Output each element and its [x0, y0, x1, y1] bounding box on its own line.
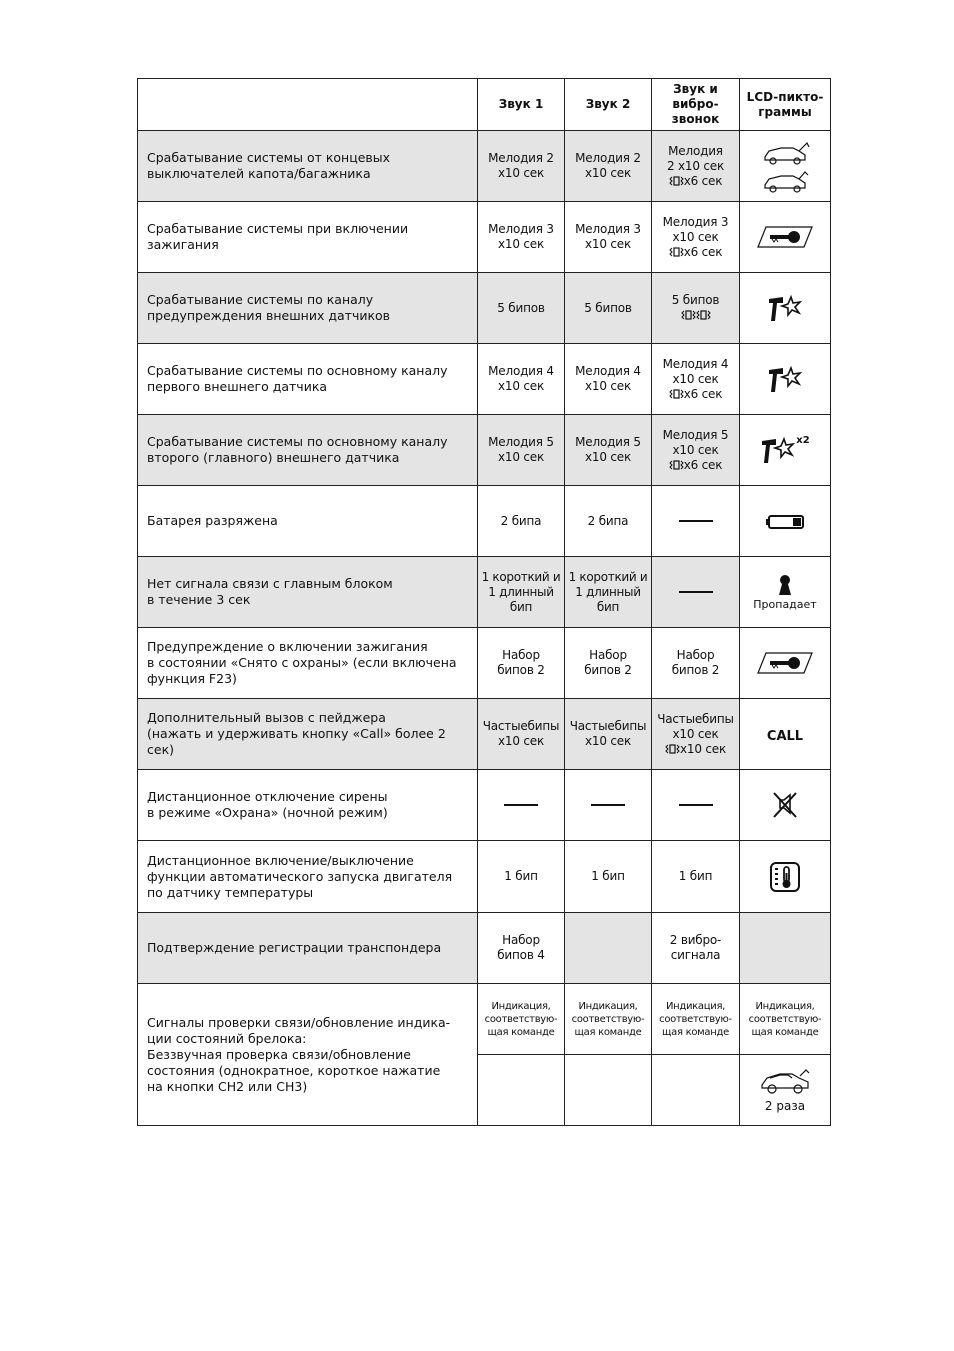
vibro-cell	[652, 486, 740, 557]
battery-low-icon	[765, 514, 805, 530]
vibro-text: Мелодия 5 x10 сек	[662, 427, 729, 457]
sound2-cell: Набор бипов 2	[565, 628, 652, 699]
lcd-cell	[740, 415, 831, 486]
table-header-row	[138, 79, 831, 131]
lcd-badge: x2	[796, 434, 810, 446]
event-cell: Нет сигнала связи с главным блоком в течение 3 сек	[138, 557, 478, 628]
vibro-cell: Индикация, соответствую- щая команде	[652, 984, 740, 1055]
table-row	[138, 699, 831, 770]
sound1-cell: Частыебипы x10 сек	[478, 699, 565, 770]
event-cell: Срабатывание системы при включении зажигания	[138, 202, 478, 273]
lcd-cell: Индикация, соответствую- щая команде	[740, 984, 831, 1055]
table-row	[138, 628, 831, 699]
sound1-cell: Мелодия 3 x10 сек	[478, 202, 565, 273]
table-row	[138, 841, 831, 913]
lcd-cell	[740, 344, 831, 415]
vibro-cell	[652, 344, 740, 415]
header-lcd: LCD-пикто- граммы	[740, 79, 831, 131]
vibration-icon	[681, 309, 696, 321]
sound1-cell: 2 бипа	[478, 486, 565, 557]
lcd-cell	[740, 913, 831, 984]
dash-mark	[679, 591, 713, 593]
lcd-cell	[740, 557, 831, 628]
sound1-cell: Набор бипов 2	[478, 628, 565, 699]
event-cell: Предупреждение о включении зажигания в состоянии «Снято с охраны» (если включена функция F23)	[138, 628, 478, 699]
lcd-cell	[740, 131, 831, 202]
event-cell: Сигналы проверки связи/обновление индика- ции состояний брелока: Беззвучная проверка связи/обновление состояния (однократное, короткое нажатие на кнопки CH2 или CH3)	[138, 984, 478, 1126]
table-row	[138, 557, 831, 628]
vibro-cell	[652, 770, 740, 841]
sound1-cell: 1 бип	[478, 841, 565, 913]
sound2-cell	[565, 913, 652, 984]
event-cell: Дистанционное отключение сирены в режиме «Охрана» (ночной режим)	[138, 770, 478, 841]
sound2-cell	[565, 1055, 652, 1126]
vibro-text: Мелодия 4 x10 сек	[662, 356, 729, 386]
ignition-key-icon	[756, 649, 814, 677]
table-row	[138, 344, 831, 415]
sound2-cell: Мелодия 3 x10 сек	[565, 202, 652, 273]
vibro-cell: 2 вибро- сигнала	[652, 913, 740, 984]
hammer-shock-x2-icon	[760, 435, 796, 465]
event-cell: Срабатывание системы по каналу предупреждения внешних датчиков	[138, 273, 478, 344]
sound1-cell: Мелодия 4 x10 сек	[478, 344, 565, 415]
vibration-icon	[669, 459, 684, 471]
lcd-cell	[740, 486, 831, 557]
lcd-cell	[740, 699, 831, 770]
dash-mark	[679, 804, 713, 806]
lcd-cell	[740, 628, 831, 699]
dash-mark	[679, 520, 713, 522]
table-row	[138, 131, 831, 202]
sound1-cell	[478, 770, 565, 841]
header-event	[138, 79, 478, 131]
vibro-text: Частыебипы x10 сек	[657, 711, 734, 741]
sound2-cell	[565, 770, 652, 841]
car-hood-trunk-icon	[759, 137, 811, 195]
table-row	[138, 984, 831, 1055]
header-sound1: Звук 1	[478, 79, 565, 131]
vibro-duration: x6 сек	[683, 244, 723, 259]
event-cell: Подтверждение регистрации транспондера	[138, 913, 478, 984]
car-icon	[758, 1067, 812, 1097]
dash-mark	[504, 804, 538, 806]
lcd-cell	[740, 273, 831, 344]
sound1-cell: Мелодия 2 x10 сек	[478, 131, 565, 202]
lcd-cell	[740, 202, 831, 273]
table-row	[138, 273, 831, 344]
sound2-cell: Мелодия 4 x10 сек	[565, 344, 652, 415]
vibro-duration: x6 сек	[683, 457, 723, 472]
table-row	[138, 770, 831, 841]
vibro-cell	[652, 557, 740, 628]
vibro-cell	[652, 699, 740, 770]
event-cell: Срабатывание системы по основному каналу второго (главного) внешнего датчика	[138, 415, 478, 486]
vibro-cell	[652, 415, 740, 486]
sound1-cell: 5 бипов	[478, 273, 565, 344]
sound2-cell: 1 бип	[565, 841, 652, 913]
vibro-duration: x6 сек	[683, 173, 723, 188]
vibro-text: 5 бипов	[671, 293, 720, 307]
vibro-cell	[652, 1055, 740, 1126]
sound2-cell: 2 бипа	[565, 486, 652, 557]
lcd-cell	[740, 770, 831, 841]
table-row	[138, 202, 831, 273]
vibro-cell	[652, 131, 740, 202]
siren-off-icon	[771, 790, 799, 820]
dash-mark	[591, 804, 625, 806]
vibro-cell	[652, 273, 740, 344]
sound2-cell: 5 бипов	[565, 273, 652, 344]
event-cell: Срабатывание системы по основному каналу первого внешнего датчика	[138, 344, 478, 415]
vibro-duration: x10 сек	[679, 741, 726, 756]
vibro-cell	[652, 202, 740, 273]
header-sound-vibro: Звук и вибро- звонок	[652, 79, 740, 131]
vibro-cell: Набор бипов 2	[652, 628, 740, 699]
vibro-cell: 1 бип	[652, 841, 740, 913]
header-sound2: Звук 2	[565, 79, 652, 131]
ignition-key-icon	[756, 223, 814, 251]
table-row	[138, 913, 831, 984]
thermometer-icon	[769, 861, 801, 893]
sound2-cell: 1 короткий и 1 длинный бип	[565, 557, 652, 628]
sound2-cell: Мелодия 2 x10 сек	[565, 131, 652, 202]
sound1-cell: Набор бипов 4	[478, 913, 565, 984]
lcd-cell	[740, 841, 831, 913]
vibro-duration: x6 сек	[683, 386, 723, 401]
vibration-icon	[696, 309, 711, 321]
vibration-icon	[669, 175, 684, 187]
sound1-cell	[478, 1055, 565, 1126]
event-cell: Дистанционное включение/выключение функции автоматического запуска двигателя по датчику температуры	[138, 841, 478, 913]
hammer-shock-icon	[767, 364, 803, 394]
sound2-cell: Индикация, соответствую- щая команде	[565, 984, 652, 1055]
event-cell: Батарея разряжена	[138, 486, 478, 557]
event-cell: Дополнительный вызов с пейджера (нажать и удерживать кнопку «Call» более 2 сек)	[138, 699, 478, 770]
sound1-cell: 1 короткий и 1 длинный бип	[478, 557, 565, 628]
sound2-cell: Частыебипы x10 сек	[565, 699, 652, 770]
event-cell: Срабатывание системы от концевых выключателей капота/багажника	[138, 131, 478, 202]
lcd-cell	[740, 1055, 831, 1126]
vibration-icon	[669, 388, 684, 400]
sound2-cell: Мелодия 5 x10 сек	[565, 415, 652, 486]
signal-person-icon	[777, 574, 793, 596]
sound1-cell: Индикация, соответствую- щая команде	[478, 984, 565, 1055]
lcd-caption: Пропадает	[753, 597, 817, 611]
table-row	[138, 486, 831, 557]
sound1-cell: Мелодия 5 x10 сек	[478, 415, 565, 486]
call-label: CALL	[766, 728, 804, 744]
vibration-icon	[669, 246, 684, 258]
table-row	[138, 415, 831, 486]
signals-table	[137, 78, 831, 1126]
vibro-text: Мелодия 2 x10 сек	[666, 143, 725, 173]
vibration-icon	[665, 743, 680, 755]
vibro-text: Мелодия 3 x10 сек	[662, 214, 729, 244]
hammer-shock-icon	[767, 293, 803, 323]
lcd-caption: 2 раза	[764, 1099, 806, 1113]
